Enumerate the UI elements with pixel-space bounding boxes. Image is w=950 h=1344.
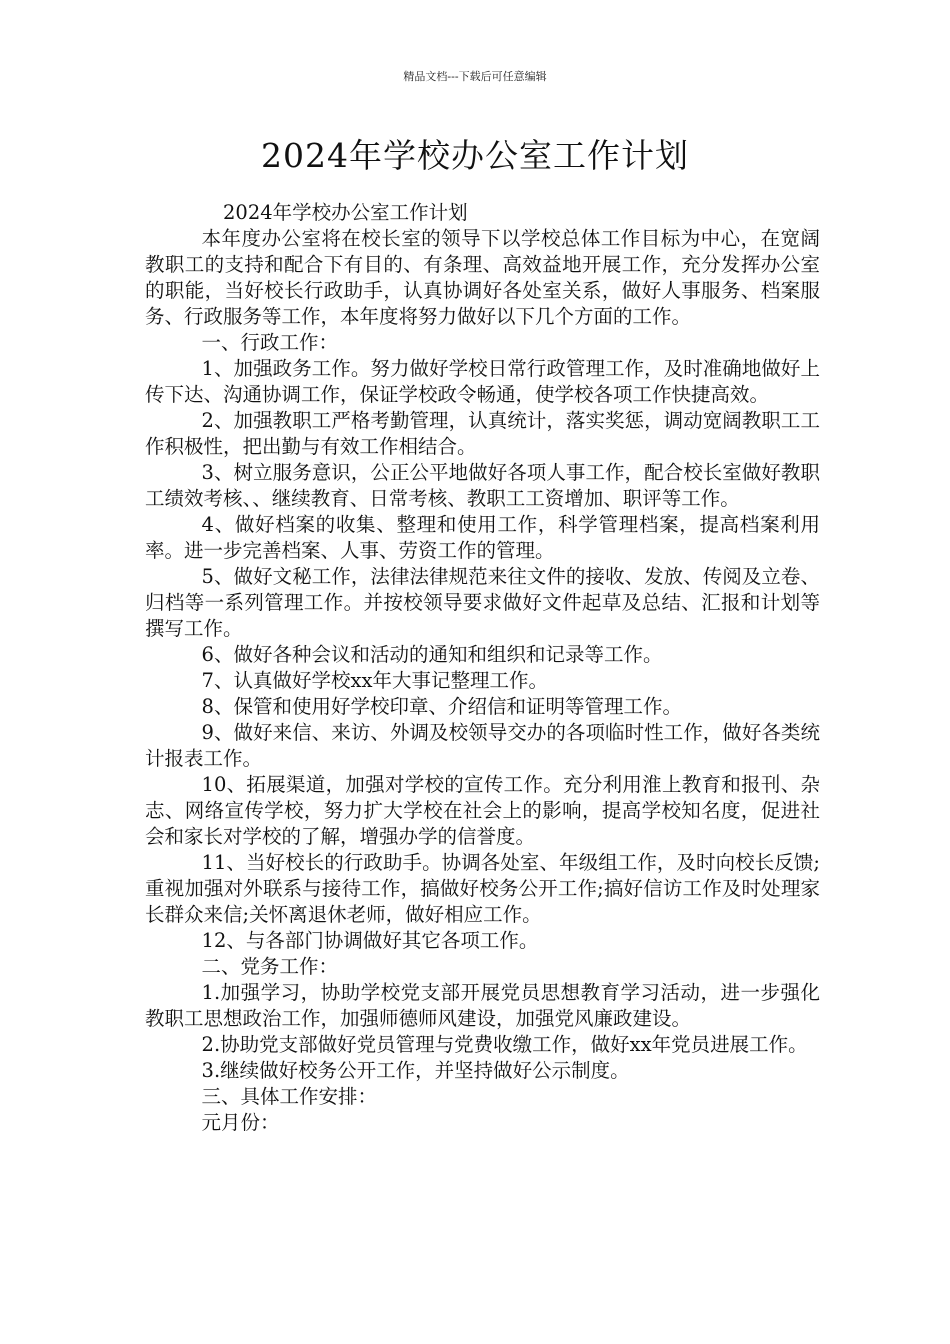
paragraph: 9、做好来信、来访、外调及校领导交办的各项临时性工作，做好各类统计报表工作。 (145, 721, 820, 770)
paragraph: 2、加强教职工严格考勤管理，认真统计，落实奖惩，调动宽阔教职工工作积极性，把出勤与有效工作相结合。 (145, 409, 820, 458)
paragraph: 6、做好各种会议和活动的通知和组织和记录等工作。 (201, 643, 663, 666)
paragraph: 4、做好档案的收集、整理和使用工作，科学管理档案，提高档案利用率。进一步完善档案、人事、劳资工作的管理。 (145, 513, 820, 562)
page-title: 2024年学校办公室工作计划 (261, 136, 689, 175)
paragraph: 本年度办公室将在校长室的领导下以学校总体工作目标为中心，在宽阔教职工的支持和配合下有目的、有条理、高效益地开展工作，充分发挥办公室的职能，当好校长行政助手，认真协调好各处室关系，做好人事服务、档案服务、行政服务等工作，本年度将努力做好以下几个方面的工作。 (145, 227, 820, 328)
paragraph: 元月份： (201, 1111, 280, 1134)
paragraph: 7、认真做好学校xx年大事记整理工作。 (201, 669, 548, 692)
paragraph: 1.加强学习，协助学校党支部开展党员思想教育学习活动，进一步强化教职工思想政治工作，加强师德师风建设，加强党风廉政建设。 (145, 981, 820, 1030)
paragraph: 3.继续做好校务公开工作，并坚持做好公示制度。 (201, 1059, 630, 1082)
document-body (145, 200, 820, 1136)
paragraph: 3、树立服务意识，公正公平地做好各项人事工作，配合校长室做好教职工绩效考核、、继续教育、日常考核、教职工工资增加、职评等工作。 (145, 461, 820, 510)
paragraph: 5、做好文秘工作，法律法律规范来往文件的接收、发放、传阅及立卷、归档等一系列管理工作。并按校领导要求做好文件起草及总结、汇报和计划等撰写工作。 (145, 565, 820, 640)
page-header: 精品文档---下载后可任意编辑 (403, 70, 547, 83)
paragraph: 11、当好校长的行政助手。协调各处室、年级组工作，及时向校长反馈;重视加强对外联系与接待工作，搞做好校务公开工作;搞好信访工作及时处理家长群众来信;关怀离退休老师，做好相应工作。 (145, 851, 820, 926)
section-heading: 三、具体工作安排： (201, 1085, 378, 1108)
paragraph: 10、拓展渠道，加强对学校的宣传工作。充分利用淮上教育和报刊、杂志、网络宣传学校，努力扩大学校在社会上的影响，提高学校知名度，促进社会和家长对学校的了解，增强办学的信誉度。 (145, 773, 820, 848)
paragraph: 1、加强政务工作。努力做好学校日常行政管理工作，及时准确地做好上传下达、沟通协调工作，保证学校政令畅通，使学校各项工作快捷高效。 (145, 357, 820, 406)
paragraph: 2.协助党支部做好党员管理与党费收缴工作，做好xx年党员进展工作。 (201, 1033, 808, 1056)
section-heading: 二、党务工作： (201, 955, 339, 978)
section-heading: 一、行政工作： (201, 331, 339, 354)
paragraph: 8、保管和使用好学校印章、介绍信和证明等管理工作。 (201, 695, 682, 718)
paragraph: 12、与各部门协调做好其它各项工作。 (201, 929, 539, 952)
document-subtitle: 2024年学校办公室工作计划 (223, 201, 468, 224)
